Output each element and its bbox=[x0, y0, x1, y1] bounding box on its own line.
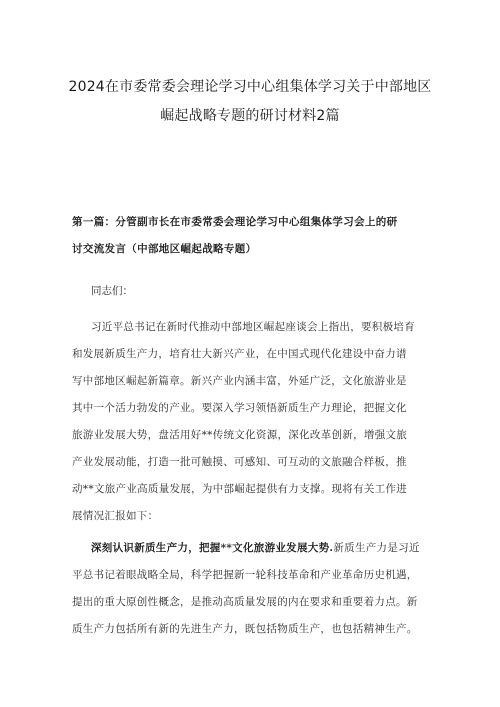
paragraph-2 bbox=[72, 535, 434, 643]
paragraph-1-line: 动**文旅产业高质量发展，为中部崛起提供有力支撑。现将有关工作进 bbox=[72, 483, 408, 495]
paragraph-2-bold-lead: 深刻认识新质生产力，把握**文化旅游业发展大势. bbox=[91, 542, 334, 554]
title-line-2: 崛起战略专题的研讨材料2篇 bbox=[160, 108, 340, 124]
title-line-1: 2024在市委常委会理论学习中心组集体学习关于中部地区 bbox=[68, 79, 432, 95]
paragraph-1-line: 写中部地区崛起新篇章。新兴产业内涵丰富，外延广泛，文化旅游业是 bbox=[72, 375, 407, 387]
paragraph-2-lead-rest: 新质生产力是习近 bbox=[333, 542, 420, 554]
heading-line-2: 讨交流发言（中部地区崛起战略专题） bbox=[72, 243, 257, 255]
paragraph-1-line: 产业发展动能，打造一批可触摸、可感知、可互动的文旅融合样板，推 bbox=[72, 456, 407, 468]
document-title bbox=[40, 73, 460, 131]
paragraph-1-line: 旅游业发展大势，盘活用好**传统文化资源，深化改革创新，增强文旅 bbox=[72, 429, 408, 441]
paragraph-1 bbox=[72, 314, 434, 530]
paragraph-1-line: 和发展新质生产力，培育壮大新兴产业，在中国式现代化建设中奋力谱 bbox=[72, 348, 407, 360]
paragraph-2-line: 提出的重大原创性概念，是推动高质量发展的内在要求和重要着力点。新 bbox=[72, 596, 418, 608]
paragraph-1-line: 习近平总书记在新时代推动中部地区崛起座谈会上指出，要积极培育 bbox=[91, 321, 415, 333]
paragraph-2-line: 质生产力包括所有新的先进生产力，既包括物质生产，也包括精神生产。 bbox=[72, 623, 418, 635]
paragraph-2-first-line bbox=[72, 535, 434, 562]
heading-line-1: 第一篇：分管副市长在市委常委会理论学习中心组集体学习会上的研 bbox=[72, 216, 398, 228]
salutation: 同志们： bbox=[91, 285, 133, 297]
paragraph-1-line: 展情况汇报如下： bbox=[72, 510, 159, 522]
section-heading bbox=[72, 209, 437, 263]
paragraph-2-line: 平总书记着眼战略全局，科学把握新一轮科技革命和产业革命历史机遇， bbox=[72, 569, 418, 581]
paragraph-1-line: 其中一个活力勃发的产业。要深入学习领悟新质生产力理论，把握文化 bbox=[72, 402, 407, 414]
